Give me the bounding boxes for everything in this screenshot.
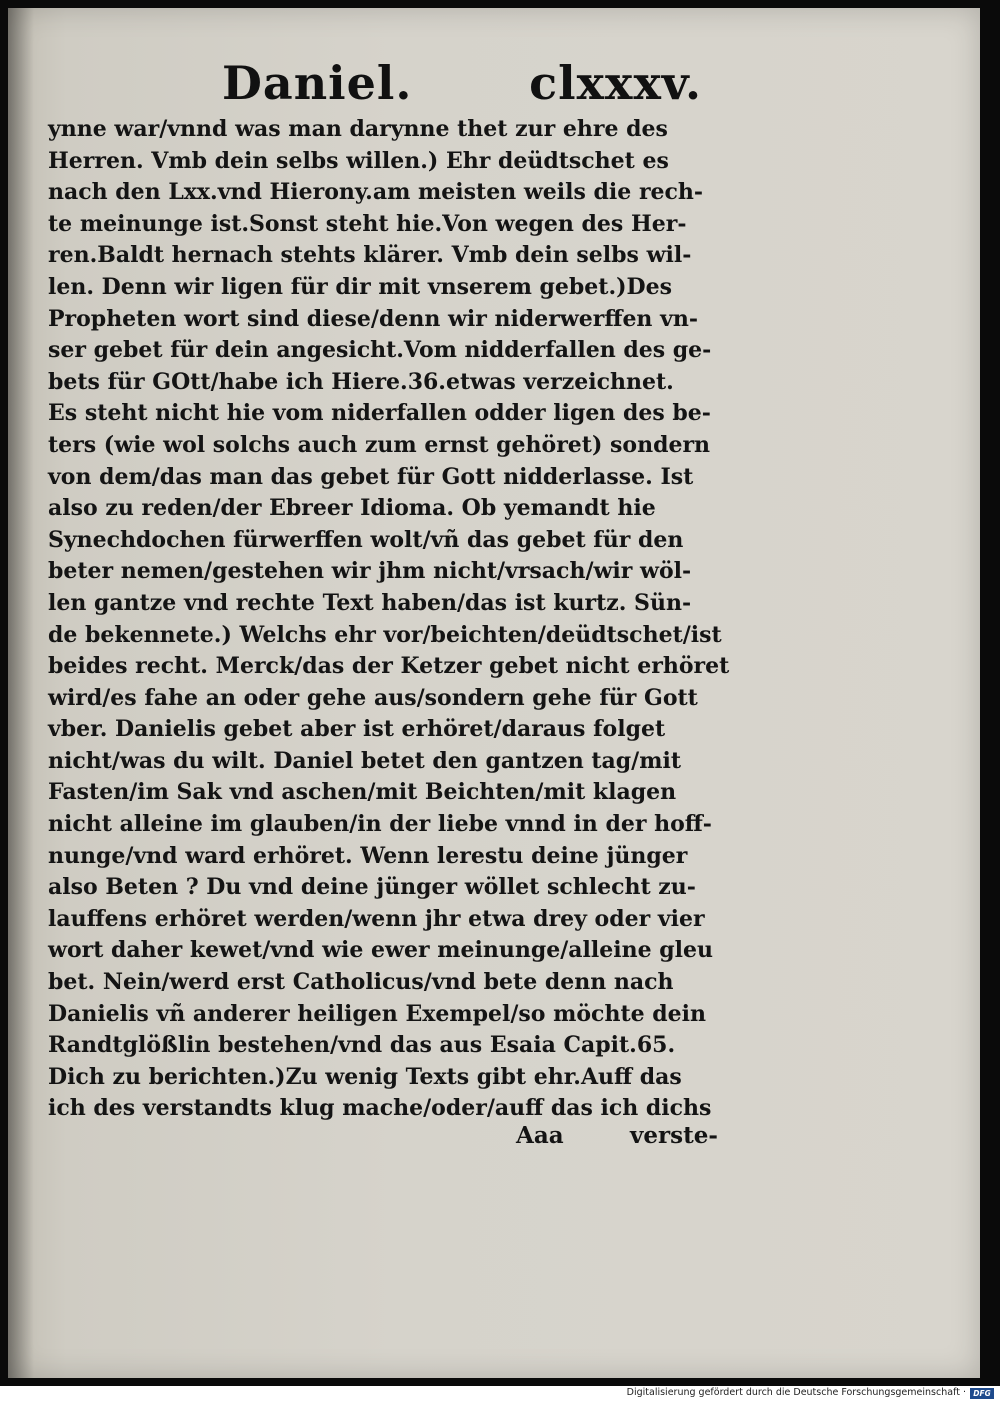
text-line: Propheten wort sind diese/denn wir niderwerffen vn- xyxy=(48,305,698,332)
text-line: vber. Danielis gebet aber ist erhöret/daraus folget xyxy=(48,716,666,743)
text-line: bets für GOtt/habe ich Hiere.36.etwas verzeichnet. xyxy=(48,368,674,395)
text-line: ters (wie wol solchs auch zum ernst gehöret) sondern xyxy=(48,431,711,458)
text-line: nach den Lxx.vnd Hierony.am meisten weils die rech- xyxy=(48,179,704,206)
text-line: beides recht. Merck/das der Ketzer gebet nicht erhöret xyxy=(48,653,730,680)
text-line: beter nemen/gestehen wir jhm nicht/vrsach/wir wöl- xyxy=(48,558,692,585)
text-line: ser gebet für dein angesicht.Vom nidderfallen des ge- xyxy=(48,337,712,364)
text-line: te meinunge ist.Sonst steht hie.Von wegen des Her- xyxy=(48,210,687,237)
text-line: Fasten/im Sak vnd aschen/mit Beichten/mit klagen xyxy=(48,779,677,806)
running-head-title: Daniel. xyxy=(222,56,413,110)
text-line: ynne war/vnnd was man darynne thet zur ehre des xyxy=(48,116,668,142)
catchword: verste- xyxy=(630,1122,718,1149)
footer-bar xyxy=(0,1386,1000,1402)
text-line: also zu reden/der Ebreer Idioma. Ob yemandt hie xyxy=(48,495,656,522)
text-line: Es steht nicht hie vom niderfallen odder ligen des be- xyxy=(48,400,711,427)
text-line: bet. Nein/werd erst Catholicus/vnd bete denn nach xyxy=(48,969,674,996)
text-line: Danielis vñ anderer heiligen Exempel/so möchte dein xyxy=(48,1000,706,1027)
text-line: lauffens erhöret werden/wenn jhr etwa drey oder vier xyxy=(48,905,705,932)
text-line: wird/es fahe an oder gehe aus/sondern gehe für Gott xyxy=(48,684,698,711)
text-line: Dich zu berichten.)Zu wenig Texts gibt ehr.Auff das xyxy=(48,1063,682,1090)
body-text xyxy=(48,114,728,1125)
text-line: Herren. Vmb dein selbs willen.) Ehr deüdtschet es xyxy=(48,147,669,174)
catch-line xyxy=(516,1122,716,1154)
signature-mark: Aaa xyxy=(516,1122,564,1149)
text-line: len gantze vnd rechte Text haben/das ist kurtz. Sün- xyxy=(48,589,692,616)
text-line: nunge/vnd ward erhöret. Wenn lerestu deine jünger xyxy=(48,842,688,869)
document-page xyxy=(8,8,980,1378)
running-head xyxy=(222,46,712,116)
text-line: also Beten ? Du vnd deine jünger wöllet schlecht zu- xyxy=(48,874,696,901)
dfg-logo-icon: DFG xyxy=(970,1388,994,1399)
funding-credit: Digitalisierung gefördert durch die Deutsche Forschungsgemeinschaft · xyxy=(626,1387,966,1398)
text-line: von dem/das man das gebet für Gott nidderlasse. Ist xyxy=(48,463,694,490)
text-line: nicht/was du wilt. Daniel betet den gantzen tag/mit xyxy=(48,747,682,774)
text-line: de bekennete.) Welchs ehr vor/beichten/deüdtschet/ist xyxy=(48,621,722,648)
text-line: Synechdochen fürwerffen wolt/vñ das gebet für den xyxy=(48,526,684,553)
text-line: ich des verstandts klug mache/oder/auff das ich dichs xyxy=(48,1095,712,1122)
text-line: wort daher kewet/vnd wie ewer meinunge/alleine gleu xyxy=(48,937,713,964)
text-line: len. Denn wir ligen für dir mit vnserem gebet.)Des xyxy=(48,273,672,300)
text-line: nicht alleine im glauben/in der liebe vnnd in der hoff- xyxy=(48,811,712,838)
text-line: ren.Baldt hernach stehts klärer. Vmb dein selbs wil- xyxy=(48,242,692,269)
text-line: Randtglößlin bestehen/vnd das aus Esaia Capit.65. xyxy=(48,1032,676,1059)
folio-number: clxxxv. xyxy=(529,56,702,110)
